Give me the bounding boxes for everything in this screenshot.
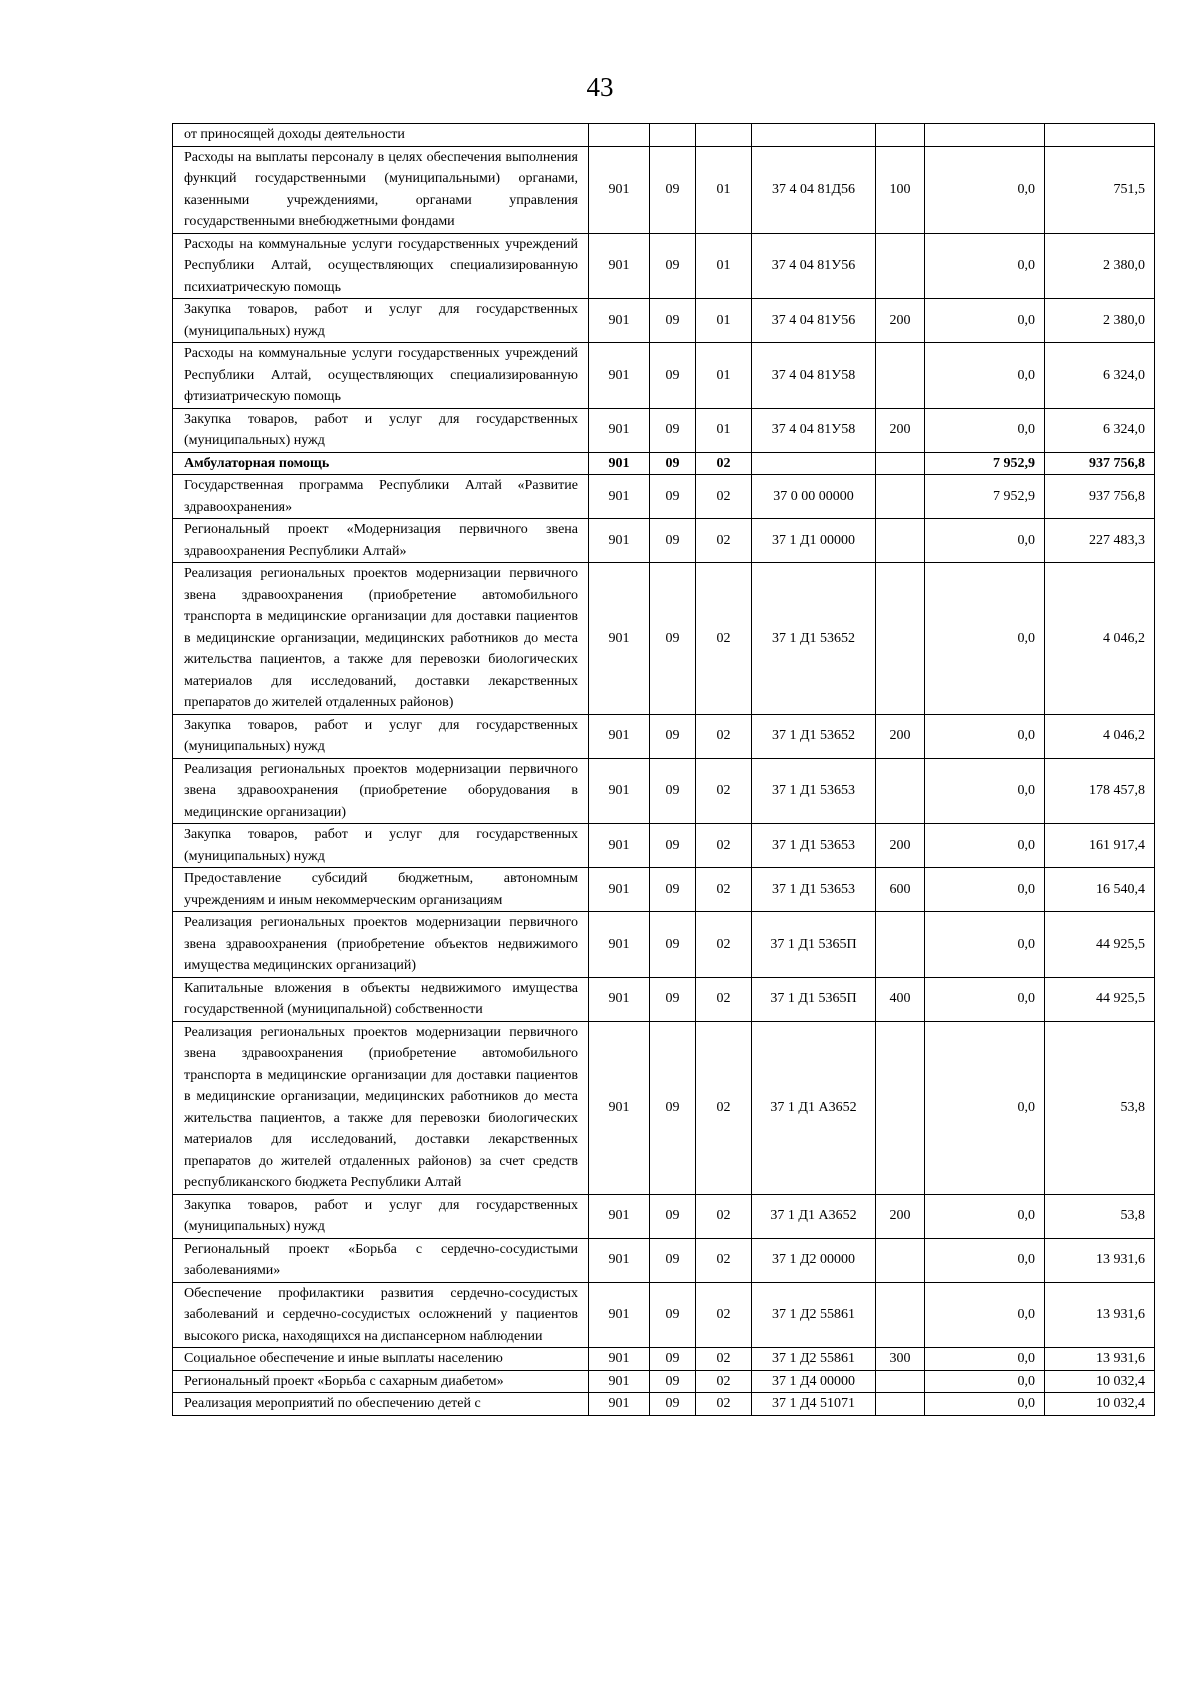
section-code: 09 [650, 408, 696, 452]
section-code [650, 124, 696, 147]
table-row [173, 1393, 1155, 1416]
expense-type-code: 600 [876, 868, 925, 912]
admin-code: 901 [589, 1238, 650, 1282]
target-code: 37 1 Д1 53653 [752, 824, 876, 868]
target-code: 37 0 00 00000 [752, 475, 876, 519]
expense-type-code [876, 1021, 925, 1194]
table-row [173, 475, 1155, 519]
amount-2: 937 756,8 [1045, 452, 1155, 475]
expense-type-code [876, 452, 925, 475]
section-code: 09 [650, 1393, 696, 1416]
subsection-code: 02 [696, 714, 752, 758]
section-code: 09 [650, 299, 696, 343]
amount-1: 0,0 [925, 1282, 1045, 1348]
row-name: Капитальные вложения в объекты недвижимого имущества государственной (муниципальной) собственности [173, 977, 589, 1021]
row-name: Реализация региональных проектов модернизации первичного звена здравоохранения (приобретение оборудования в медицинские организации) [173, 758, 589, 824]
amount-2: 44 925,5 [1045, 912, 1155, 978]
section-code: 09 [650, 233, 696, 299]
target-code: 37 4 04 81У56 [752, 299, 876, 343]
target-code: 37 4 04 81У58 [752, 408, 876, 452]
section-code: 09 [650, 868, 696, 912]
admin-code: 901 [589, 868, 650, 912]
amount-1: 0,0 [925, 977, 1045, 1021]
section-code: 09 [650, 977, 696, 1021]
row-name: Региональный проект «Борьба с сахарным диабетом» [173, 1370, 589, 1393]
admin-code: 901 [589, 1393, 650, 1416]
subsection-code: 01 [696, 233, 752, 299]
expense-type-code [876, 1238, 925, 1282]
subsection-code: 02 [696, 519, 752, 563]
row-name: Закупка товаров, работ и услуг для государственных (муниципальных) нужд [173, 824, 589, 868]
subsection-code: 02 [696, 758, 752, 824]
row-name: Амбулаторная помощь [173, 452, 589, 475]
table-row [173, 1238, 1155, 1282]
amount-1: 0,0 [925, 299, 1045, 343]
subsection-code: 02 [696, 1393, 752, 1416]
amount-1: 0,0 [925, 1194, 1045, 1238]
subsection-code: 02 [696, 452, 752, 475]
table-row [173, 758, 1155, 824]
subsection-code: 02 [696, 1021, 752, 1194]
section-code: 09 [650, 1370, 696, 1393]
subsection-code: 02 [696, 1348, 752, 1371]
amount-1: 0,0 [925, 1021, 1045, 1194]
amount-1: 7 952,9 [925, 475, 1045, 519]
amount-2: 227 483,3 [1045, 519, 1155, 563]
admin-code: 901 [589, 452, 650, 475]
amount-1: 7 952,9 [925, 452, 1045, 475]
amount-1: 0,0 [925, 343, 1045, 409]
amount-1 [925, 124, 1045, 147]
row-name: Региональный проект «Борьба с сердечно-сосудистыми заболеваниями» [173, 1238, 589, 1282]
expense-type-code [876, 124, 925, 147]
subsection-code: 02 [696, 1194, 752, 1238]
amount-1: 0,0 [925, 146, 1045, 233]
section-code: 09 [650, 1238, 696, 1282]
table-row [173, 1282, 1155, 1348]
target-code [752, 452, 876, 475]
target-code: 37 1 Д1 53652 [752, 714, 876, 758]
amount-1: 0,0 [925, 1348, 1045, 1371]
amount-2: 751,5 [1045, 146, 1155, 233]
amount-2 [1045, 124, 1155, 147]
section-code: 09 [650, 475, 696, 519]
admin-code: 901 [589, 563, 650, 715]
amount-1: 0,0 [925, 519, 1045, 563]
target-code: 37 1 Д1 А3652 [752, 1021, 876, 1194]
table-row [173, 1370, 1155, 1393]
amount-2: 4 046,2 [1045, 714, 1155, 758]
table-row [173, 146, 1155, 233]
section-code: 09 [650, 452, 696, 475]
subsection-code: 02 [696, 1238, 752, 1282]
amount-2: 937 756,8 [1045, 475, 1155, 519]
expense-type-code [876, 563, 925, 715]
table-row [173, 977, 1155, 1021]
subsection-code: 02 [696, 1370, 752, 1393]
table-row [173, 519, 1155, 563]
target-code: 37 1 Д1 5365П [752, 912, 876, 978]
subsection-code: 02 [696, 1282, 752, 1348]
table-row [173, 1348, 1155, 1371]
amount-2: 2 380,0 [1045, 233, 1155, 299]
subsection-code: 02 [696, 824, 752, 868]
expense-type-code: 200 [876, 824, 925, 868]
target-code: 37 4 04 81У58 [752, 343, 876, 409]
table-row [173, 1194, 1155, 1238]
amount-1: 0,0 [925, 912, 1045, 978]
admin-code: 901 [589, 1370, 650, 1393]
admin-code [589, 124, 650, 147]
section-code: 09 [650, 1348, 696, 1371]
expense-type-code [876, 343, 925, 409]
expense-type-code [876, 475, 925, 519]
row-name: Реализация мероприятий по обеспечению детей с [173, 1393, 589, 1416]
row-name: Обеспечение профилактики развития сердечно-сосудистых заболеваний и сердечно-сосудистых осложнений у пациентов высокого риска, находящихся на диспансерном наблюдении [173, 1282, 589, 1348]
expense-type-code: 300 [876, 1348, 925, 1371]
section-code: 09 [650, 519, 696, 563]
section-code: 09 [650, 714, 696, 758]
expense-type-code [876, 912, 925, 978]
subsection-code [696, 124, 752, 147]
amount-2: 53,8 [1045, 1194, 1155, 1238]
expense-type-code: 200 [876, 408, 925, 452]
expense-type-code: 200 [876, 299, 925, 343]
amount-2: 13 931,6 [1045, 1238, 1155, 1282]
target-code: 37 4 04 81У56 [752, 233, 876, 299]
target-code: 37 1 Д1 53653 [752, 758, 876, 824]
target-code: 37 1 Д2 55861 [752, 1348, 876, 1371]
target-code: 37 1 Д1 53652 [752, 563, 876, 715]
row-name: Реализация региональных проектов модернизации первичного звена здравоохранения (приобретение автомобильного транспорта в медицинские организации для доставки пациентов в медицинские организации, медицинских работников до места жительства пациентов, а также для перевозки биологических материалов для исследований, доставки лекарственных препаратов до жителей отдаленных районов) за счет средств республиканского бюджета Республики Алтай [173, 1021, 589, 1194]
section-code: 09 [650, 343, 696, 409]
admin-code: 901 [589, 1282, 650, 1348]
expense-type-code: 200 [876, 714, 925, 758]
row-name: Социальное обеспечение и иные выплаты населению [173, 1348, 589, 1371]
amount-2: 4 046,2 [1045, 563, 1155, 715]
row-name: Закупка товаров, работ и услуг для государственных (муниципальных) нужд [173, 1194, 589, 1238]
amount-2: 10 032,4 [1045, 1393, 1155, 1416]
section-code: 09 [650, 824, 696, 868]
amount-1: 0,0 [925, 714, 1045, 758]
admin-code: 901 [589, 912, 650, 978]
target-code: 37 1 Д1 5365П [752, 977, 876, 1021]
row-name: Реализация региональных проектов модернизации первичного звена здравоохранения (приобретение объектов недвижимого имущества медицинских организаций) [173, 912, 589, 978]
target-code: 37 1 Д4 00000 [752, 1370, 876, 1393]
admin-code: 901 [589, 824, 650, 868]
admin-code: 901 [589, 1021, 650, 1194]
amount-2: 161 917,4 [1045, 824, 1155, 868]
amount-1: 0,0 [925, 563, 1045, 715]
amount-1: 0,0 [925, 758, 1045, 824]
row-name: от приносящей доходы деятельности [173, 124, 589, 147]
table-row [173, 714, 1155, 758]
target-code: 37 1 Д1 А3652 [752, 1194, 876, 1238]
amount-2: 10 032,4 [1045, 1370, 1155, 1393]
row-name: Закупка товаров, работ и услуг для государственных (муниципальных) нужд [173, 408, 589, 452]
subsection-code: 02 [696, 563, 752, 715]
admin-code: 901 [589, 146, 650, 233]
table-row [173, 868, 1155, 912]
admin-code: 901 [589, 299, 650, 343]
amount-2: 2 380,0 [1045, 299, 1155, 343]
budget-table [172, 123, 1155, 1416]
page-number: 43 [586, 72, 614, 102]
subsection-code: 02 [696, 912, 752, 978]
admin-code: 901 [589, 1194, 650, 1238]
section-code: 09 [650, 758, 696, 824]
admin-code: 901 [589, 475, 650, 519]
expense-type-code: 400 [876, 977, 925, 1021]
subsection-code: 02 [696, 868, 752, 912]
admin-code: 901 [589, 343, 650, 409]
target-code: 37 1 Д2 00000 [752, 1238, 876, 1282]
row-name: Расходы на коммунальные услуги государственных учреждений Республики Алтай, осуществляющих специализированную фтизиатрическую помощь [173, 343, 589, 409]
amount-2: 6 324,0 [1045, 408, 1155, 452]
amount-2: 53,8 [1045, 1021, 1155, 1194]
row-name: Государственная программа Республики Алтай «Развитие здравоохранения» [173, 475, 589, 519]
table-row [173, 408, 1155, 452]
expense-type-code [876, 1282, 925, 1348]
expense-type-code [876, 758, 925, 824]
amount-2: 13 931,6 [1045, 1282, 1155, 1348]
table-row [173, 912, 1155, 978]
table-row [173, 343, 1155, 409]
expense-type-code [876, 1393, 925, 1416]
row-name: Региональный проект «Модернизация первичного звена здравоохранения Республики Алтай» [173, 519, 589, 563]
amount-1: 0,0 [925, 233, 1045, 299]
table-row [173, 563, 1155, 715]
amount-2: 6 324,0 [1045, 343, 1155, 409]
section-code: 09 [650, 1282, 696, 1348]
table-row [173, 299, 1155, 343]
target-code: 37 1 Д4 51071 [752, 1393, 876, 1416]
amount-1: 0,0 [925, 1238, 1045, 1282]
amount-2: 13 931,6 [1045, 1348, 1155, 1371]
expense-type-code: 200 [876, 1194, 925, 1238]
subsection-code: 01 [696, 343, 752, 409]
table-row [173, 452, 1155, 475]
admin-code: 901 [589, 977, 650, 1021]
amount-1: 0,0 [925, 868, 1045, 912]
section-code: 09 [650, 1021, 696, 1194]
section-code: 09 [650, 912, 696, 978]
table-row [173, 124, 1155, 147]
expense-type-code [876, 1370, 925, 1393]
amount-1: 0,0 [925, 1393, 1045, 1416]
expense-type-code [876, 519, 925, 563]
subsection-code: 01 [696, 408, 752, 452]
amount-2: 178 457,8 [1045, 758, 1155, 824]
table-row [173, 233, 1155, 299]
target-code: 37 1 Д1 53653 [752, 868, 876, 912]
row-name: Закупка товаров, работ и услуг для государственных (муниципальных) нужд [173, 299, 589, 343]
subsection-code: 02 [696, 977, 752, 1021]
admin-code: 901 [589, 758, 650, 824]
table-row [173, 1021, 1155, 1194]
table-row [173, 824, 1155, 868]
admin-code: 901 [589, 408, 650, 452]
row-name: Расходы на выплаты персоналу в целях обеспечения выполнения функций государственными (муниципальными) органами, казенными учреждениями, органами управления государственными внебюджетными фондами [173, 146, 589, 233]
admin-code: 901 [589, 714, 650, 758]
expense-type-code [876, 233, 925, 299]
amount-1: 0,0 [925, 824, 1045, 868]
admin-code: 901 [589, 233, 650, 299]
amount-1: 0,0 [925, 1370, 1045, 1393]
target-code: 37 4 04 81Д56 [752, 146, 876, 233]
amount-2: 16 540,4 [1045, 868, 1155, 912]
row-name: Предоставление субсидий бюджетным, автономным учреждениям и иным некоммерческим организациям [173, 868, 589, 912]
admin-code: 901 [589, 519, 650, 563]
expense-type-code: 100 [876, 146, 925, 233]
row-name: Закупка товаров, работ и услуг для государственных (муниципальных) нужд [173, 714, 589, 758]
target-code: 37 1 Д2 55861 [752, 1282, 876, 1348]
row-name: Реализация региональных проектов модернизации первичного звена здравоохранения (приобретение автомобильного транспорта в медицинские организации для доставки пациентов в медицинские организации, медицинских работников до места жительства пациентов, а также для перевозки биологических материалов для исследований, доставки лекарственных препаратов до жителей отдаленных районов) [173, 563, 589, 715]
subsection-code: 01 [696, 146, 752, 233]
subsection-code: 02 [696, 475, 752, 519]
target-code: 37 1 Д1 00000 [752, 519, 876, 563]
section-code: 09 [650, 563, 696, 715]
subsection-code: 01 [696, 299, 752, 343]
admin-code: 901 [589, 1348, 650, 1371]
section-code: 09 [650, 146, 696, 233]
amount-1: 0,0 [925, 408, 1045, 452]
amount-2: 44 925,5 [1045, 977, 1155, 1021]
row-name: Расходы на коммунальные услуги государственных учреждений Республики Алтай, осуществляющих специализированную психиатрическую помощь [173, 233, 589, 299]
target-code [752, 124, 876, 147]
section-code: 09 [650, 1194, 696, 1238]
